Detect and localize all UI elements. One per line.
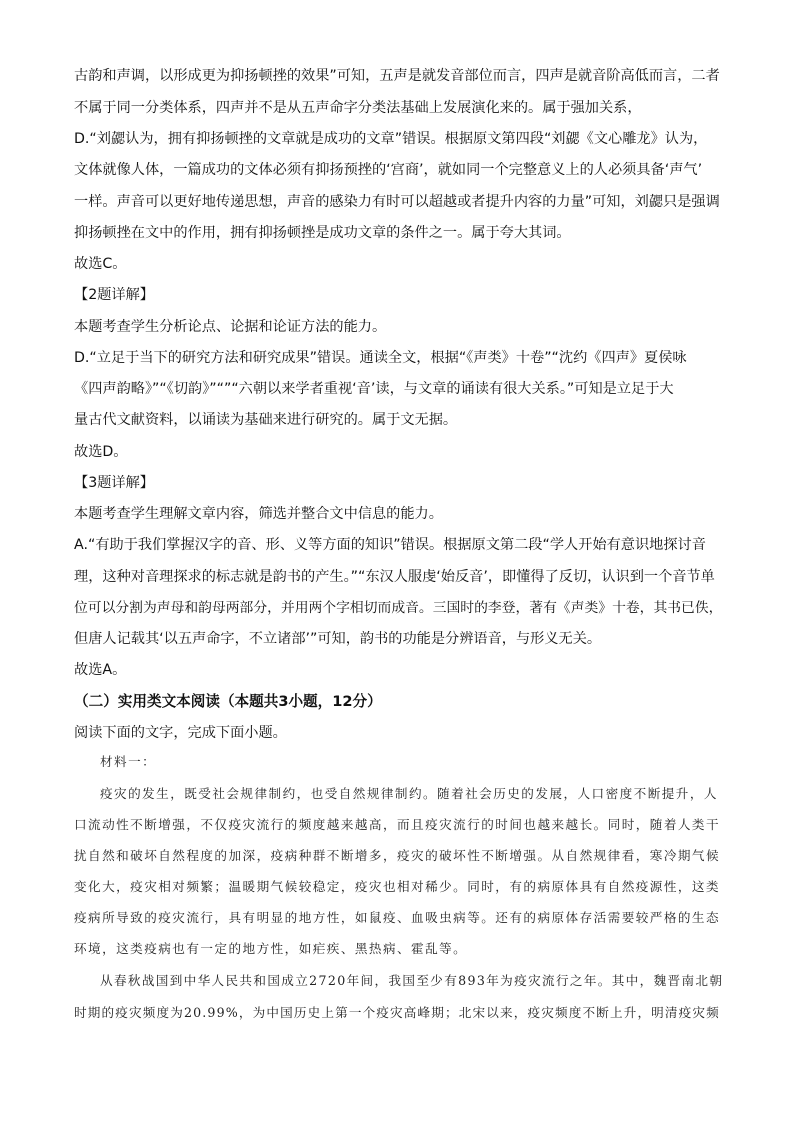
text-line: 但唐人记载其‘以五声命字，不立诸部’”可知，韵书的功能是分辨语音，与形义无关。	[74, 631, 602, 647]
material-line: 疫灾的发生，既受社会规律制约，也受自然规律制约。随着社会历史的发展，人口密度不断提升，人	[100, 786, 718, 801]
text-line: 不属于同一分类体系，四声并不是从五声命字分类法基础上发展演化来的。属于强加关系，	[74, 100, 642, 116]
text-line: 抑扬顿挫在文中的作用，拥有抑扬顿挫是成功文章的条件之一。属于夸大其词。	[74, 225, 571, 241]
text-line: 本题考查学生理解文章内容，筛选并整合文中信息的能力。	[74, 506, 443, 522]
text-line: 一样。声音可以更好地传递思想，声音的感染力有时可以超越或者提升内容的力量”可知，刘勰只是强调	[74, 194, 720, 210]
answer-line: 故选A。	[74, 662, 127, 678]
text-line: D.“立足于当下的研究方法和研究成果”错误。通读全文，根据“《声类》十卷”“沈约《四声》夏侯咏	[74, 350, 687, 366]
text-line: 《四声韵略》”“《切韵》”“”“六朝以来学者重视‘音’读，与文章的诵读有很大关系。”可知是立足于大	[74, 381, 674, 397]
section-heading: （二）实用类文本阅读（本题共3小题，12分）	[74, 693, 382, 710]
material-line: 扰自然和破坏自然程度的加深，疫病种群不断增多，疫灾的破坏性不断增强。从自然规律看，寒冷期气候	[74, 848, 721, 863]
text-line: D.“刘勰认为，拥有抑扬顿挫的文章就是成功的文章”错误。根据原文第四段“刘勰《文心雕龙》认为，	[74, 131, 708, 147]
text-line: 古韵和声调，以形成更为抑扬顿挫的效果”可知，五声是就发音部位而言，四声是就音阶高低而言，二者	[74, 68, 720, 84]
text-line: 文体就像人体，一篇成功的文体必须有抑扬预挫的‘宫商’，就如同一个完整意义上的人必须具备‘声气’	[74, 162, 703, 178]
text-line: 量古代文献资料，以诵读为基础来进行研究的。属于文无据。	[74, 412, 458, 428]
question-heading: 【3题详解】	[74, 475, 154, 491]
material-line: 口流动性不断增强，不仅疫灾流行的频度越来越高，而且疫灾流行的时间也越来越长。同时，随着人类干	[74, 817, 721, 832]
text-line: 位可以分割为声母和韵母两部分，并用两个字相切而成音。三国时的李登，著有《声类》十卷，其书已佚，	[74, 600, 723, 616]
instruction-line: 阅读下面的文字，完成下面小题。	[74, 725, 287, 741]
answer-line: 故选C。	[74, 256, 127, 272]
material-line: 时期的疫灾频度为20.99%，为中国历史上第一个疫灾高峰期；北宋以来，疫灾频度不断上升，明清疫灾频	[74, 1005, 720, 1020]
material-label: 材料一：	[100, 754, 157, 769]
answer-line: 故选D。	[74, 444, 128, 460]
material-line: 从春秋战国到中华人民共和国成立2720年间，我国至少有893年为疫灾流行之年。其中，魏晋南北朝	[100, 973, 724, 988]
material-line: 环境，这类疫病也有一定的地方性，如疟疾、黑热病、霍乱等。	[74, 941, 468, 956]
material-line: 疫病所导致的疫灾流行，具有明显的地方性，如鼠疫、血吸虫病等。还有的病原体存活需要较严格的生态	[74, 910, 721, 925]
text-line: 理，这种对音理探求的标志就是韵书的产生。”“东汉人服虔‘始反音’，即懂得了反切，认识到一个音节单	[74, 569, 715, 585]
text-line: 本题考查学生分析论点、论据和论证方法的能力。	[74, 319, 387, 335]
text-line: A.“有助于我们掌握汉字的音、形、义等方面的知识”错误。根据原文第二段“学人开始有意识地探讨音	[74, 537, 706, 553]
material-line: 变化大，疫灾相对频繁；温暖期气候较稳定，疫灾也相对稀少。同时，有的病原体具有自然疫源性，这类	[74, 879, 721, 894]
question-heading: 【2题详解】	[74, 287, 154, 303]
